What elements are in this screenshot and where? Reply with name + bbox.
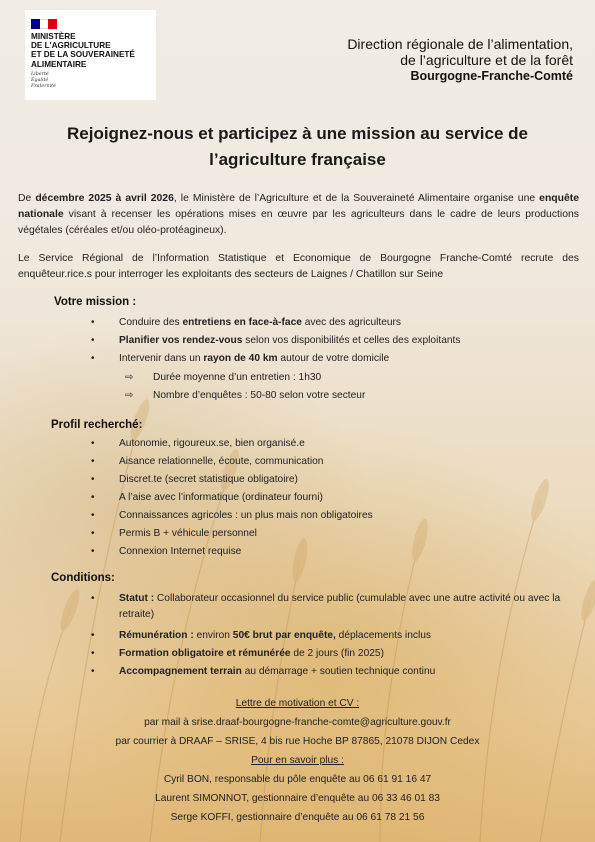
contact-person: Laurent SIMONNOT, gestionnaire d’enquête au 06 33 46 01 83 [155, 793, 440, 804]
direction-line-2: de l’agriculture et de la forêt [400, 52, 573, 68]
ministry-name: MINISTÈRE DE L'AGRICULTURE ET DE LA SOUVERAINETÉ ALIMENTAIRE [31, 32, 135, 69]
intro-text: De [18, 193, 36, 204]
application-label: Lettre de motivation et CV : [235, 698, 360, 709]
marianne-flag-icon [31, 19, 57, 29]
direction-line-1: Direction régionale de l’alimentation, [347, 36, 573, 52]
list-item: • Permis B + véhicule personnel [91, 525, 373, 543]
contact-block [0, 694, 595, 827]
list-item: • Accompagnement terrain au démarrage + soutien technique continu [91, 663, 571, 681]
list-item: • Aisance relationnelle, écoute, communication [91, 453, 373, 471]
profile-heading: Profil recherché: [51, 419, 143, 431]
list-item: • Autonomie, rigoureux.se, bien organisé.e [91, 435, 373, 453]
list-item: • A l’aise avec l’informatique (ordinateur fourni) [91, 489, 373, 507]
mission-list [91, 314, 460, 368]
list-item: ⇨ Nombre d’enquêtes : 50-80 selon votre secteur [125, 387, 365, 405]
title-line-2: l’agriculture française [209, 150, 386, 169]
mission-heading: Votre mission : [54, 296, 137, 308]
page-title [0, 121, 595, 173]
application-post: par courrier à DRAAF – SRISE, 4 bis rue Hoche BP 87865, 21078 DIJON Cedex [115, 736, 480, 747]
contact-person: Serge KOFFI, gestionnaire d’enquête au 06 61 78 21 56 [170, 812, 425, 823]
intro-text: , le Ministère de l’Agriculture et de la Souveraineté Alimentaire organise une [173, 193, 540, 204]
list-item: • Intervenir dans un rayon de 40 km autour de votre domicile [91, 350, 460, 368]
direction-region: Bourgogne-Franche-Comté [410, 69, 573, 83]
application-mail[interactable]: par mail à srise.draaf-bourgogne-franche-comte@agriculture.gouv.fr [144, 717, 451, 728]
profile-list [91, 435, 373, 561]
intro-paragraph-2: Le Service Régional de l’Information Statistique et Economique de Bourgogne Franche-Comté recrute des enquêteur.rice.s pour interroger les exploitants des secteurs de Laignes / Chatillon sur Seine [18, 253, 579, 280]
more-info-label: Pour en savoir plus : [251, 755, 344, 766]
ministry-logo [25, 10, 156, 100]
intro-text: visant à recenser les opérations mises en œuvre par les agriculteurs dans le cadre de leurs productions végétales (céréales et/ou oléo-protéagineux). [18, 209, 579, 236]
list-item: • Statut : Collaborateur occasionnel du service public (cumulable avec une autre activité ou avec la retraite) [91, 591, 571, 622]
conditions-heading: Conditions: [51, 572, 115, 584]
regional-direction-heading [347, 36, 573, 84]
republic-motto: Liberté Égalité Fraternité [31, 72, 56, 89]
list-item: ⇨ Durée moyenne d’un entretien : 1h30 [125, 369, 365, 387]
list-item: • Formation obligatoire et rémunérée de 2 jours (fin 2025) [91, 645, 571, 663]
contact-person: Cyril BON, responsable du pôle enquête au 06 61 91 16 47 [163, 774, 432, 785]
list-item: • Discret.te (secret statistique obligatoire) [91, 471, 373, 489]
list-item: • Planifier vos rendez-vous selon vos disponibilités et celles des exploitants [91, 332, 460, 350]
list-item: • Connexion Internet requise [91, 543, 373, 561]
title-line-1: Rejoignez-nous et participez à une mission au service de [66, 124, 529, 143]
conditions-list [91, 591, 571, 681]
survey-type: enquête nationale [18, 193, 580, 220]
list-item: • Connaissances agricoles : un plus mais non obligatoires [91, 507, 373, 525]
mission-sub-list [125, 369, 365, 405]
intro-paragraph-1 [18, 191, 579, 239]
survey-dates: décembre 2025 à avril 2026 [35, 193, 174, 204]
list-item: • Conduire des entretiens en face-à-face avec des agriculteurs [91, 314, 460, 332]
list-item: • Rémunération : environ 50€ brut par enquête, déplacements inclus [91, 627, 571, 645]
